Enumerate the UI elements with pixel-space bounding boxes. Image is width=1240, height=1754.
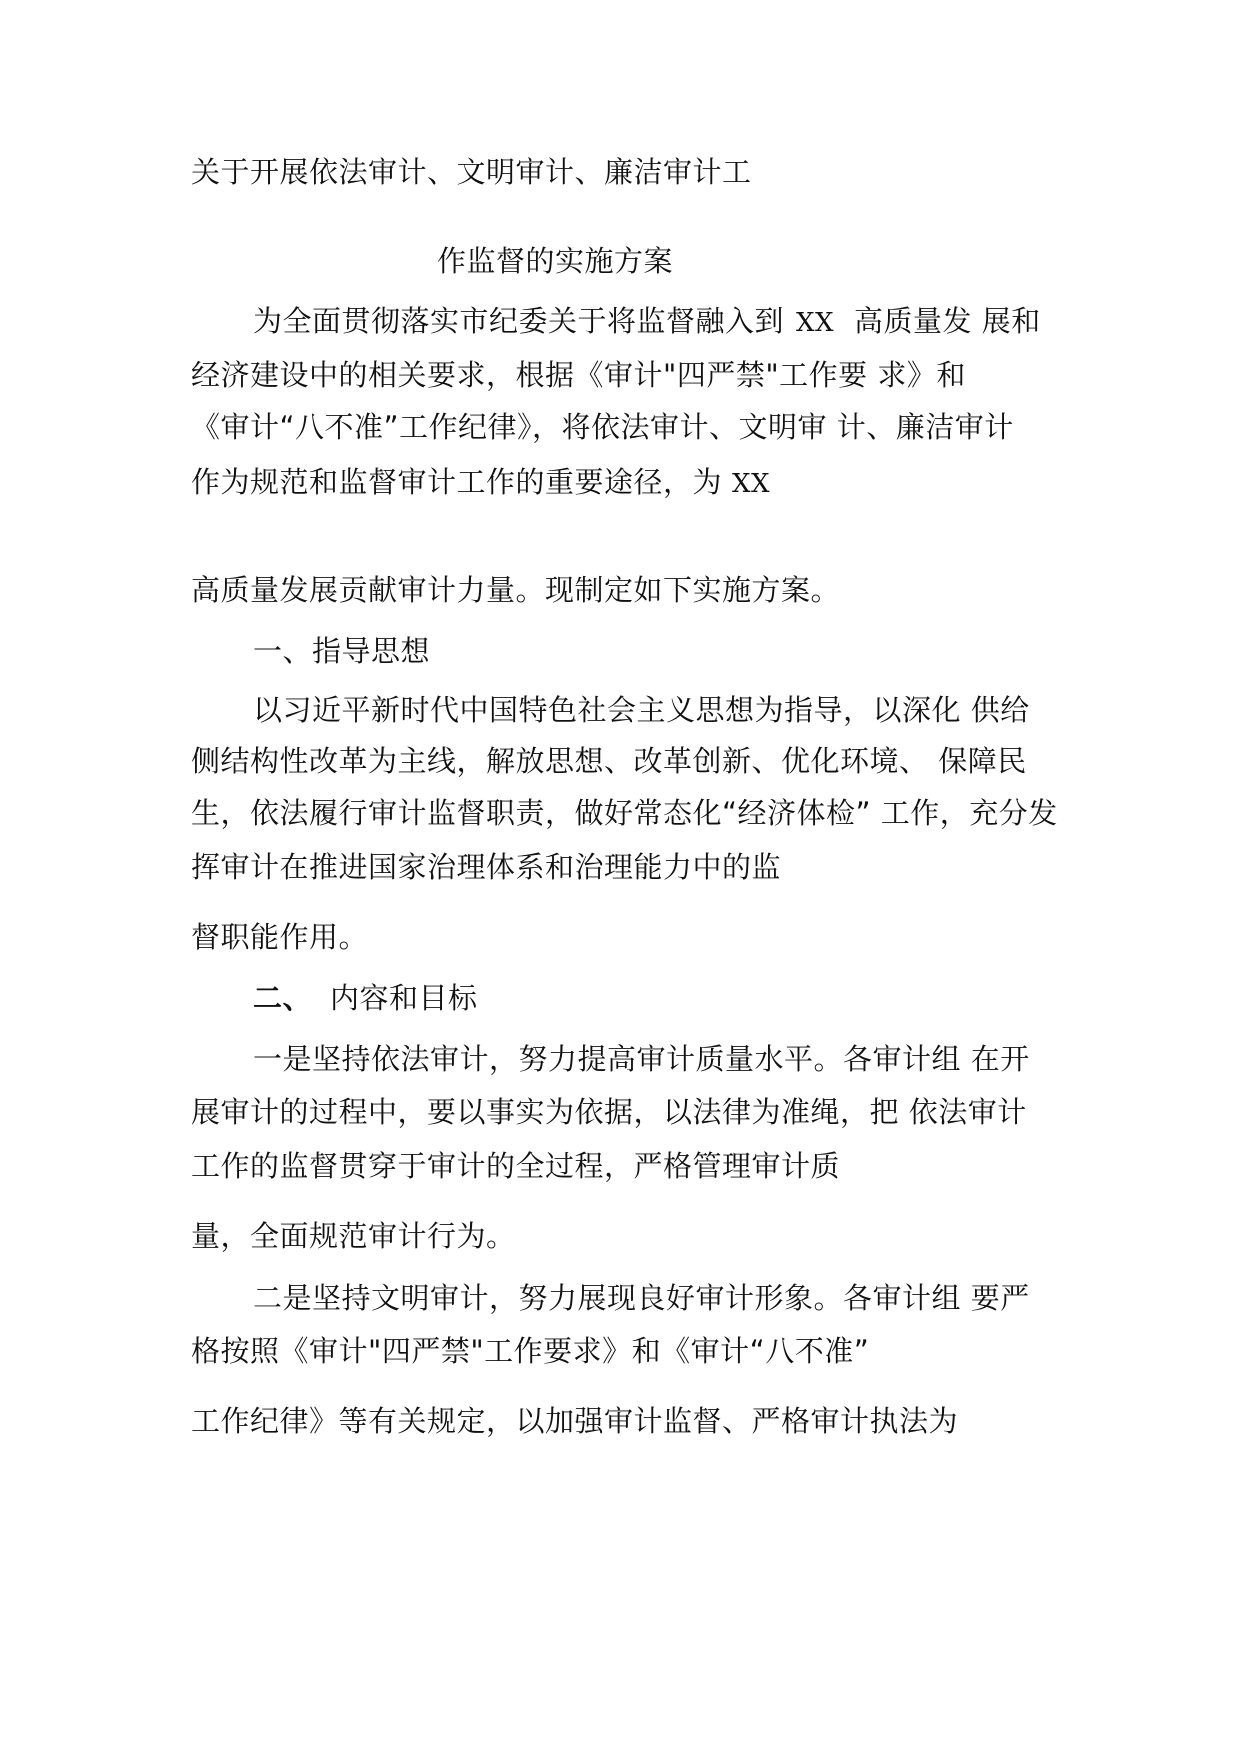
xx-placeholder: XX bbox=[796, 308, 835, 338]
section-2-p1-line-4: 量，全面规范审计行为。 bbox=[191, 1219, 516, 1253]
section-1-line-3: 生，依法履行审计监督职责，做好常态化“经济体检” 工作，充分发 bbox=[191, 796, 1058, 830]
intro-line-1-text: 为全面贯彻落实市纪委关于将监督融入到 bbox=[253, 304, 785, 338]
intro-line-3: 《审计“八不准”工作纪律》，将依法审计、文明审 计、廉洁审计 bbox=[191, 410, 1014, 444]
section-1-heading: 一、指导思想 bbox=[253, 634, 431, 668]
section-2-p1-line-2: 展审计的过程中，要以事实为依据，以法律为准绳，把 依法审计 bbox=[191, 1095, 1027, 1129]
title-line-2: 作监督的实施方案 bbox=[437, 244, 674, 278]
intro-line-1-text-b: 高质量发 展和 bbox=[854, 304, 1041, 338]
section-2-heading bbox=[253, 980, 478, 1016]
section-2-title: 内容和目标 bbox=[330, 981, 478, 1015]
section-2-number: 二、 bbox=[253, 981, 313, 1015]
section-2-p2-line-3: 工作纪律》等有关规定，以加强审计监督、严格审计执法为 bbox=[191, 1404, 959, 1438]
intro-line-4 bbox=[191, 464, 770, 502]
section-2-p2-line-1: 二是坚持文明审计，努力展现良好审计形象。各审计组 要严 bbox=[253, 1281, 1030, 1315]
title-line-1: 关于开展依法审计、文明审计、廉洁审计工 bbox=[191, 155, 752, 189]
section-2-p2-line-2: 格按照《审计"四严禁"工作要求》和《审计“八不准” bbox=[191, 1334, 870, 1368]
section-1-line-1: 以习近平新时代中国特色社会主义思想为指导，以深化 供给 bbox=[253, 693, 1030, 727]
intro-line-4-text: 作为规范和监督审计工作的重要途径，为 bbox=[191, 465, 723, 499]
xx-placeholder: XX bbox=[732, 469, 771, 499]
section-2-p1-line-3: 工作的监督贯穿于审计的全过程，严格管理审计质 bbox=[191, 1149, 841, 1183]
section-1-line-2: 侧结构性改革为主线，解放思想、改革创新、优化环境、 保障民 bbox=[191, 744, 1027, 778]
section-1-line-5: 督职能作用。 bbox=[191, 920, 369, 954]
intro-line-5: 高质量发展贡献审计力量。现制定如下实施方案。 bbox=[191, 573, 841, 607]
section-1-line-4: 挥审计在推进国家治理体系和治理能力中的监 bbox=[191, 850, 782, 884]
section-2-p1-line-1: 一是坚持依法审计，努力提高审计质量水平。各审计组 在开 bbox=[253, 1042, 1030, 1076]
intro-line-2: 经济建设中的相关要求，根据《审计"四严禁"工作要 求》和 bbox=[191, 358, 966, 392]
intro-line-1 bbox=[253, 303, 1041, 341]
